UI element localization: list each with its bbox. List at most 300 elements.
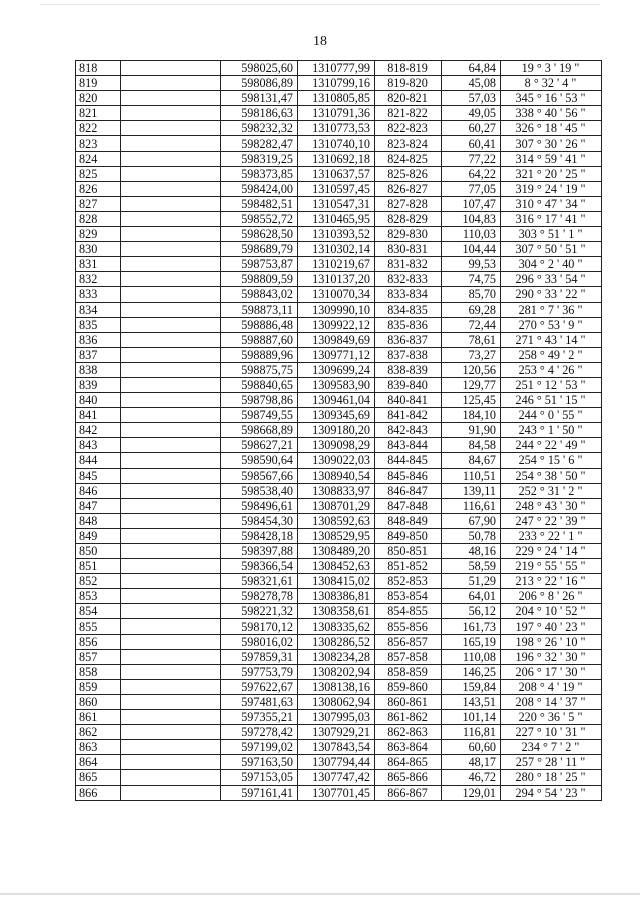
length-cell: 184,10 bbox=[442, 408, 501, 423]
x-coordinate-cell: 598887,60 bbox=[221, 332, 298, 347]
segment-cell: 851-852 bbox=[375, 559, 442, 574]
point-number-cell: 840 bbox=[76, 393, 121, 408]
blank-cell bbox=[121, 136, 221, 151]
blank-cell bbox=[121, 227, 221, 242]
y-coordinate-cell: 1310547,31 bbox=[298, 196, 375, 211]
segment-cell: 820-821 bbox=[375, 91, 442, 106]
y-coordinate-cell: 1309345,69 bbox=[298, 408, 375, 423]
point-number-cell: 831 bbox=[76, 257, 121, 272]
x-coordinate-cell: 598025,60 bbox=[221, 61, 298, 76]
x-coordinate-cell: 598538,40 bbox=[221, 483, 298, 498]
blank-cell bbox=[121, 574, 221, 589]
segment-cell: 826-827 bbox=[375, 181, 442, 196]
table-row bbox=[76, 453, 602, 468]
bearing-cell: 227 ° 10 ' 31 " bbox=[501, 725, 602, 740]
x-coordinate-cell: 598668,89 bbox=[221, 423, 298, 438]
bearing-cell: 234 ° 7 ' 2 " bbox=[501, 740, 602, 755]
y-coordinate-cell: 1310219,67 bbox=[298, 257, 375, 272]
length-cell: 129,77 bbox=[442, 377, 501, 392]
segment-cell: 849-850 bbox=[375, 528, 442, 543]
x-coordinate-cell: 598424,00 bbox=[221, 181, 298, 196]
x-coordinate-cell: 598373,85 bbox=[221, 166, 298, 181]
coordinates-table-body bbox=[76, 61, 602, 801]
segment-cell: 838-839 bbox=[375, 362, 442, 377]
point-number-cell: 826 bbox=[76, 181, 121, 196]
bearing-cell: 251 ° 12 ' 53 " bbox=[501, 377, 602, 392]
blank-cell bbox=[121, 272, 221, 287]
y-coordinate-cell: 1309771,12 bbox=[298, 347, 375, 362]
point-number-cell: 864 bbox=[76, 755, 121, 770]
point-number-cell: 828 bbox=[76, 211, 121, 226]
bearing-cell: 252 ° 31 ' 2 " bbox=[501, 483, 602, 498]
table-row bbox=[76, 785, 602, 800]
length-cell: 64,01 bbox=[442, 589, 501, 604]
table-row bbox=[76, 76, 602, 91]
blank-cell bbox=[121, 317, 221, 332]
bearing-cell: 197 ° 40 ' 23 " bbox=[501, 619, 602, 634]
table-row bbox=[76, 574, 602, 589]
x-coordinate-cell: 598221,32 bbox=[221, 604, 298, 619]
y-coordinate-cell: 1308234,28 bbox=[298, 649, 375, 664]
bearing-cell: 296 ° 33 ' 54 " bbox=[501, 272, 602, 287]
table-row bbox=[76, 710, 602, 725]
y-coordinate-cell: 1309849,69 bbox=[298, 332, 375, 347]
point-number-cell: 819 bbox=[76, 76, 121, 91]
bearing-cell: 208 ° 14 ' 37 " bbox=[501, 694, 602, 709]
length-cell: 77,05 bbox=[442, 181, 501, 196]
segment-cell: 845-846 bbox=[375, 468, 442, 483]
table-row bbox=[76, 362, 602, 377]
y-coordinate-cell: 1308335,62 bbox=[298, 619, 375, 634]
y-coordinate-cell: 1307794,44 bbox=[298, 755, 375, 770]
table-row bbox=[76, 257, 602, 272]
segment-cell: 821-822 bbox=[375, 106, 442, 121]
table-row bbox=[76, 664, 602, 679]
segment-cell: 856-857 bbox=[375, 634, 442, 649]
segment-cell: 824-825 bbox=[375, 151, 442, 166]
y-coordinate-cell: 1310393,52 bbox=[298, 227, 375, 242]
segment-cell: 862-863 bbox=[375, 725, 442, 740]
segment-cell: 855-856 bbox=[375, 619, 442, 634]
segment-cell: 843-844 bbox=[375, 438, 442, 453]
bearing-cell: 244 ° 22 ' 49 " bbox=[501, 438, 602, 453]
segment-cell: 848-849 bbox=[375, 513, 442, 528]
x-coordinate-cell: 598282,47 bbox=[221, 136, 298, 151]
x-coordinate-cell: 597622,67 bbox=[221, 679, 298, 694]
x-coordinate-cell: 598366,54 bbox=[221, 559, 298, 574]
blank-cell bbox=[121, 513, 221, 528]
length-cell: 110,03 bbox=[442, 227, 501, 242]
segment-cell: 833-834 bbox=[375, 287, 442, 302]
bearing-cell: 204 ° 10 ' 52 " bbox=[501, 604, 602, 619]
table-row bbox=[76, 513, 602, 528]
blank-cell bbox=[121, 483, 221, 498]
table-row bbox=[76, 694, 602, 709]
length-cell: 84,67 bbox=[442, 453, 501, 468]
point-number-cell: 852 bbox=[76, 574, 121, 589]
length-cell: 45,08 bbox=[442, 76, 501, 91]
x-coordinate-cell: 598843,02 bbox=[221, 287, 298, 302]
table-row bbox=[76, 227, 602, 242]
blank-cell bbox=[121, 211, 221, 226]
segment-cell: 863-864 bbox=[375, 740, 442, 755]
bearing-cell: 310 ° 47 ' 34 " bbox=[501, 196, 602, 211]
length-cell: 110,51 bbox=[442, 468, 501, 483]
length-cell: 143,51 bbox=[442, 694, 501, 709]
length-cell: 101,14 bbox=[442, 710, 501, 725]
y-coordinate-cell: 1308940,54 bbox=[298, 468, 375, 483]
length-cell: 72,44 bbox=[442, 317, 501, 332]
bearing-cell: 243 ° 1 ' 50 " bbox=[501, 423, 602, 438]
y-coordinate-cell: 1310791,36 bbox=[298, 106, 375, 121]
y-coordinate-cell: 1310597,45 bbox=[298, 181, 375, 196]
x-coordinate-cell: 598278,78 bbox=[221, 589, 298, 604]
page-number: 18 bbox=[313, 34, 327, 49]
x-coordinate-cell: 598232,32 bbox=[221, 121, 298, 136]
point-number-cell: 851 bbox=[76, 559, 121, 574]
table-row bbox=[76, 725, 602, 740]
bearing-cell: 220 ° 36 ' 5 " bbox=[501, 710, 602, 725]
length-cell: 120,56 bbox=[442, 362, 501, 377]
y-coordinate-cell: 1309922,12 bbox=[298, 317, 375, 332]
x-coordinate-cell: 597278,42 bbox=[221, 725, 298, 740]
length-cell: 99,53 bbox=[442, 257, 501, 272]
point-number-cell: 829 bbox=[76, 227, 121, 242]
y-coordinate-cell: 1308529,95 bbox=[298, 528, 375, 543]
bearing-cell: 345 ° 16 ' 53 " bbox=[501, 91, 602, 106]
length-cell: 161,73 bbox=[442, 619, 501, 634]
length-cell: 84,58 bbox=[442, 438, 501, 453]
table-row bbox=[76, 151, 602, 166]
point-number-cell: 846 bbox=[76, 483, 121, 498]
table-row bbox=[76, 121, 602, 136]
x-coordinate-cell: 597859,31 bbox=[221, 649, 298, 664]
table-row bbox=[76, 61, 602, 76]
blank-cell bbox=[121, 559, 221, 574]
blank-cell bbox=[121, 257, 221, 272]
length-cell: 146,25 bbox=[442, 664, 501, 679]
x-coordinate-cell: 598567,66 bbox=[221, 468, 298, 483]
point-number-cell: 835 bbox=[76, 317, 121, 332]
y-coordinate-cell: 1310465,95 bbox=[298, 211, 375, 226]
blank-cell bbox=[121, 151, 221, 166]
table-row bbox=[76, 634, 602, 649]
bearing-cell: 219 ° 55 ' 55 " bbox=[501, 559, 602, 574]
segment-cell: 828-829 bbox=[375, 211, 442, 226]
point-number-cell: 827 bbox=[76, 196, 121, 211]
bearing-cell: 258 ° 49 ' 2 " bbox=[501, 347, 602, 362]
y-coordinate-cell: 1309098,29 bbox=[298, 438, 375, 453]
point-number-cell: 845 bbox=[76, 468, 121, 483]
table-row bbox=[76, 755, 602, 770]
table-row bbox=[76, 136, 602, 151]
table-row bbox=[76, 377, 602, 392]
table-row bbox=[76, 770, 602, 785]
blank-cell bbox=[121, 740, 221, 755]
point-number-cell: 860 bbox=[76, 694, 121, 709]
point-number-cell: 844 bbox=[76, 453, 121, 468]
blank-cell bbox=[121, 347, 221, 362]
table-row bbox=[76, 740, 602, 755]
table-row bbox=[76, 242, 602, 257]
bearing-cell: 307 ° 30 ' 26 " bbox=[501, 136, 602, 151]
table-row bbox=[76, 302, 602, 317]
segment-cell: 836-837 bbox=[375, 332, 442, 347]
y-coordinate-cell: 1309990,10 bbox=[298, 302, 375, 317]
y-coordinate-cell: 1310805,85 bbox=[298, 91, 375, 106]
y-coordinate-cell: 1310740,10 bbox=[298, 136, 375, 151]
y-coordinate-cell: 1310070,34 bbox=[298, 287, 375, 302]
segment-cell: 837-838 bbox=[375, 347, 442, 362]
y-coordinate-cell: 1308386,81 bbox=[298, 589, 375, 604]
bearing-cell: 208 ° 4 ' 19 " bbox=[501, 679, 602, 694]
point-number-cell: 839 bbox=[76, 377, 121, 392]
table-row bbox=[76, 287, 602, 302]
point-number-cell: 861 bbox=[76, 710, 121, 725]
y-coordinate-cell: 1309699,24 bbox=[298, 362, 375, 377]
x-coordinate-cell: 598840,65 bbox=[221, 377, 298, 392]
x-coordinate-cell: 598428,18 bbox=[221, 528, 298, 543]
segment-cell: 829-830 bbox=[375, 227, 442, 242]
segment-cell: 854-855 bbox=[375, 604, 442, 619]
bearing-cell: 254 ° 15 ' 6 " bbox=[501, 453, 602, 468]
y-coordinate-cell: 1310692,18 bbox=[298, 151, 375, 166]
bearing-cell: 271 ° 43 ' 14 " bbox=[501, 332, 602, 347]
table-row bbox=[76, 483, 602, 498]
blank-cell bbox=[121, 710, 221, 725]
x-coordinate-cell: 598170,12 bbox=[221, 619, 298, 634]
length-cell: 67,90 bbox=[442, 513, 501, 528]
x-coordinate-cell: 597153,05 bbox=[221, 770, 298, 785]
length-cell: 125,45 bbox=[442, 393, 501, 408]
table-row bbox=[76, 604, 602, 619]
point-number-cell: 834 bbox=[76, 302, 121, 317]
table-row bbox=[76, 332, 602, 347]
point-number-cell: 866 bbox=[76, 785, 121, 800]
bearing-cell: 254 ° 38 ' 50 " bbox=[501, 468, 602, 483]
y-coordinate-cell: 1309461,04 bbox=[298, 393, 375, 408]
length-cell: 107,47 bbox=[442, 196, 501, 211]
table-row bbox=[76, 317, 602, 332]
point-number-cell: 821 bbox=[76, 106, 121, 121]
blank-cell bbox=[121, 393, 221, 408]
length-cell: 165,19 bbox=[442, 634, 501, 649]
y-coordinate-cell: 1308415,02 bbox=[298, 574, 375, 589]
point-number-cell: 847 bbox=[76, 498, 121, 513]
segment-cell: 818-819 bbox=[375, 61, 442, 76]
y-coordinate-cell: 1308592,63 bbox=[298, 513, 375, 528]
blank-cell bbox=[121, 664, 221, 679]
blank-cell bbox=[121, 649, 221, 664]
point-number-cell: 843 bbox=[76, 438, 121, 453]
x-coordinate-cell: 598628,50 bbox=[221, 227, 298, 242]
x-coordinate-cell: 597161,41 bbox=[221, 785, 298, 800]
point-number-cell: 848 bbox=[76, 513, 121, 528]
length-cell: 73,27 bbox=[442, 347, 501, 362]
x-coordinate-cell: 598875,75 bbox=[221, 362, 298, 377]
segment-cell: 860-861 bbox=[375, 694, 442, 709]
y-coordinate-cell: 1309583,90 bbox=[298, 377, 375, 392]
length-cell: 116,81 bbox=[442, 725, 501, 740]
blank-cell bbox=[121, 453, 221, 468]
blank-cell bbox=[121, 634, 221, 649]
length-cell: 50,78 bbox=[442, 528, 501, 543]
segment-cell: 839-840 bbox=[375, 377, 442, 392]
blank-cell bbox=[121, 362, 221, 377]
x-coordinate-cell: 598397,88 bbox=[221, 544, 298, 559]
blank-cell bbox=[121, 302, 221, 317]
point-number-cell: 818 bbox=[76, 61, 121, 76]
table-row bbox=[76, 393, 602, 408]
x-coordinate-cell: 598319,25 bbox=[221, 151, 298, 166]
blank-cell bbox=[121, 468, 221, 483]
length-cell: 159,84 bbox=[442, 679, 501, 694]
y-coordinate-cell: 1308701,29 bbox=[298, 498, 375, 513]
length-cell: 57,03 bbox=[442, 91, 501, 106]
blank-cell bbox=[121, 287, 221, 302]
y-coordinate-cell: 1310137,20 bbox=[298, 272, 375, 287]
blank-cell bbox=[121, 181, 221, 196]
bearing-cell: 19 ° 3 ' 19 " bbox=[501, 61, 602, 76]
point-number-cell: 849 bbox=[76, 528, 121, 543]
x-coordinate-cell: 598886,48 bbox=[221, 317, 298, 332]
bearing-cell: 307 ° 50 ' 51 " bbox=[501, 242, 602, 257]
segment-cell: 822-823 bbox=[375, 121, 442, 136]
y-coordinate-cell: 1307843,54 bbox=[298, 740, 375, 755]
blank-cell bbox=[121, 61, 221, 76]
segment-cell: 858-859 bbox=[375, 664, 442, 679]
point-number-cell: 836 bbox=[76, 332, 121, 347]
length-cell: 74,75 bbox=[442, 272, 501, 287]
x-coordinate-cell: 598749,55 bbox=[221, 408, 298, 423]
blank-cell bbox=[121, 408, 221, 423]
table-row bbox=[76, 423, 602, 438]
table-row bbox=[76, 438, 602, 453]
segment-cell: 835-836 bbox=[375, 317, 442, 332]
length-cell: 60,41 bbox=[442, 136, 501, 151]
x-coordinate-cell: 597163,50 bbox=[221, 755, 298, 770]
point-number-cell: 857 bbox=[76, 649, 121, 664]
segment-cell: 865-866 bbox=[375, 770, 442, 785]
y-coordinate-cell: 1307995,03 bbox=[298, 710, 375, 725]
x-coordinate-cell: 598016,02 bbox=[221, 634, 298, 649]
segment-cell: 844-845 bbox=[375, 453, 442, 468]
bearing-cell: 338 ° 40 ' 56 " bbox=[501, 106, 602, 121]
point-number-cell: 862 bbox=[76, 725, 121, 740]
bearing-cell: 198 ° 26 ' 10 " bbox=[501, 634, 602, 649]
length-cell: 64,84 bbox=[442, 61, 501, 76]
segment-cell: 866-867 bbox=[375, 785, 442, 800]
segment-cell: 830-831 bbox=[375, 242, 442, 257]
bearing-cell: 247 ° 22 ' 39 " bbox=[501, 513, 602, 528]
segment-cell: 823-824 bbox=[375, 136, 442, 151]
length-cell: 129,01 bbox=[442, 785, 501, 800]
x-coordinate-cell: 598482,51 bbox=[221, 196, 298, 211]
segment-cell: 840-841 bbox=[375, 393, 442, 408]
top-edge-line bbox=[40, 4, 600, 5]
x-coordinate-cell: 598590,64 bbox=[221, 453, 298, 468]
length-cell: 139,11 bbox=[442, 483, 501, 498]
x-coordinate-cell: 598086,89 bbox=[221, 76, 298, 91]
blank-cell bbox=[121, 106, 221, 121]
x-coordinate-cell: 597199,02 bbox=[221, 740, 298, 755]
segment-cell: 827-828 bbox=[375, 196, 442, 211]
bearing-cell: 206 ° 8 ' 26 " bbox=[501, 589, 602, 604]
segment-cell: 841-842 bbox=[375, 408, 442, 423]
x-coordinate-cell: 598627,21 bbox=[221, 438, 298, 453]
length-cell: 56,12 bbox=[442, 604, 501, 619]
bearing-cell: 290 ° 33 ' 22 " bbox=[501, 287, 602, 302]
table-row bbox=[76, 181, 602, 196]
x-coordinate-cell: 598186,63 bbox=[221, 106, 298, 121]
table-row bbox=[76, 468, 602, 483]
length-cell: 104,44 bbox=[442, 242, 501, 257]
bearing-cell: 321 ° 20 ' 25 " bbox=[501, 166, 602, 181]
bearing-cell: 303 ° 51 ' 1 " bbox=[501, 227, 602, 242]
blank-cell bbox=[121, 679, 221, 694]
bearing-cell: 244 ° 0 ' 55 " bbox=[501, 408, 602, 423]
bearing-cell: 281 ° 7 ' 36 " bbox=[501, 302, 602, 317]
x-coordinate-cell: 598873,11 bbox=[221, 302, 298, 317]
segment-cell: 831-832 bbox=[375, 257, 442, 272]
segment-cell: 859-860 bbox=[375, 679, 442, 694]
x-coordinate-cell: 598454,30 bbox=[221, 513, 298, 528]
y-coordinate-cell: 1309180,20 bbox=[298, 423, 375, 438]
blank-cell bbox=[121, 332, 221, 347]
y-coordinate-cell: 1308202,94 bbox=[298, 664, 375, 679]
table-row bbox=[76, 619, 602, 634]
y-coordinate-cell: 1307701,45 bbox=[298, 785, 375, 800]
point-number-cell: 820 bbox=[76, 91, 121, 106]
table-row bbox=[76, 196, 602, 211]
segment-cell: 852-853 bbox=[375, 574, 442, 589]
length-cell: 110,08 bbox=[442, 649, 501, 664]
segment-cell: 853-854 bbox=[375, 589, 442, 604]
bearing-cell: 233 ° 22 ' 1 " bbox=[501, 528, 602, 543]
x-coordinate-cell: 598321,61 bbox=[221, 574, 298, 589]
table-row bbox=[76, 589, 602, 604]
blank-cell bbox=[121, 619, 221, 634]
table-row bbox=[76, 91, 602, 106]
segment-cell: 864-865 bbox=[375, 755, 442, 770]
segment-cell: 825-826 bbox=[375, 166, 442, 181]
x-coordinate-cell: 598798,86 bbox=[221, 393, 298, 408]
table-row bbox=[76, 272, 602, 287]
length-cell: 69,28 bbox=[442, 302, 501, 317]
length-cell: 85,70 bbox=[442, 287, 501, 302]
bearing-cell: 304 ° 2 ' 40 " bbox=[501, 257, 602, 272]
blank-cell bbox=[121, 755, 221, 770]
y-coordinate-cell: 1310637,57 bbox=[298, 166, 375, 181]
blank-cell bbox=[121, 121, 221, 136]
segment-cell: 842-843 bbox=[375, 423, 442, 438]
table-row bbox=[76, 106, 602, 121]
table-row bbox=[76, 166, 602, 181]
blank-cell bbox=[121, 423, 221, 438]
x-coordinate-cell: 598496,61 bbox=[221, 498, 298, 513]
y-coordinate-cell: 1308062,94 bbox=[298, 694, 375, 709]
bearing-cell: 213 ° 22 ' 16 " bbox=[501, 574, 602, 589]
bearing-cell: 196 ° 32 ' 30 " bbox=[501, 649, 602, 664]
point-number-cell: 833 bbox=[76, 287, 121, 302]
table-row bbox=[76, 649, 602, 664]
blank-cell bbox=[121, 91, 221, 106]
point-number-cell: 842 bbox=[76, 423, 121, 438]
bottom-edge-line bbox=[0, 893, 640, 895]
blank-cell bbox=[121, 377, 221, 392]
x-coordinate-cell: 598131,47 bbox=[221, 91, 298, 106]
bearing-cell: 270 ° 53 ' 9 " bbox=[501, 317, 602, 332]
